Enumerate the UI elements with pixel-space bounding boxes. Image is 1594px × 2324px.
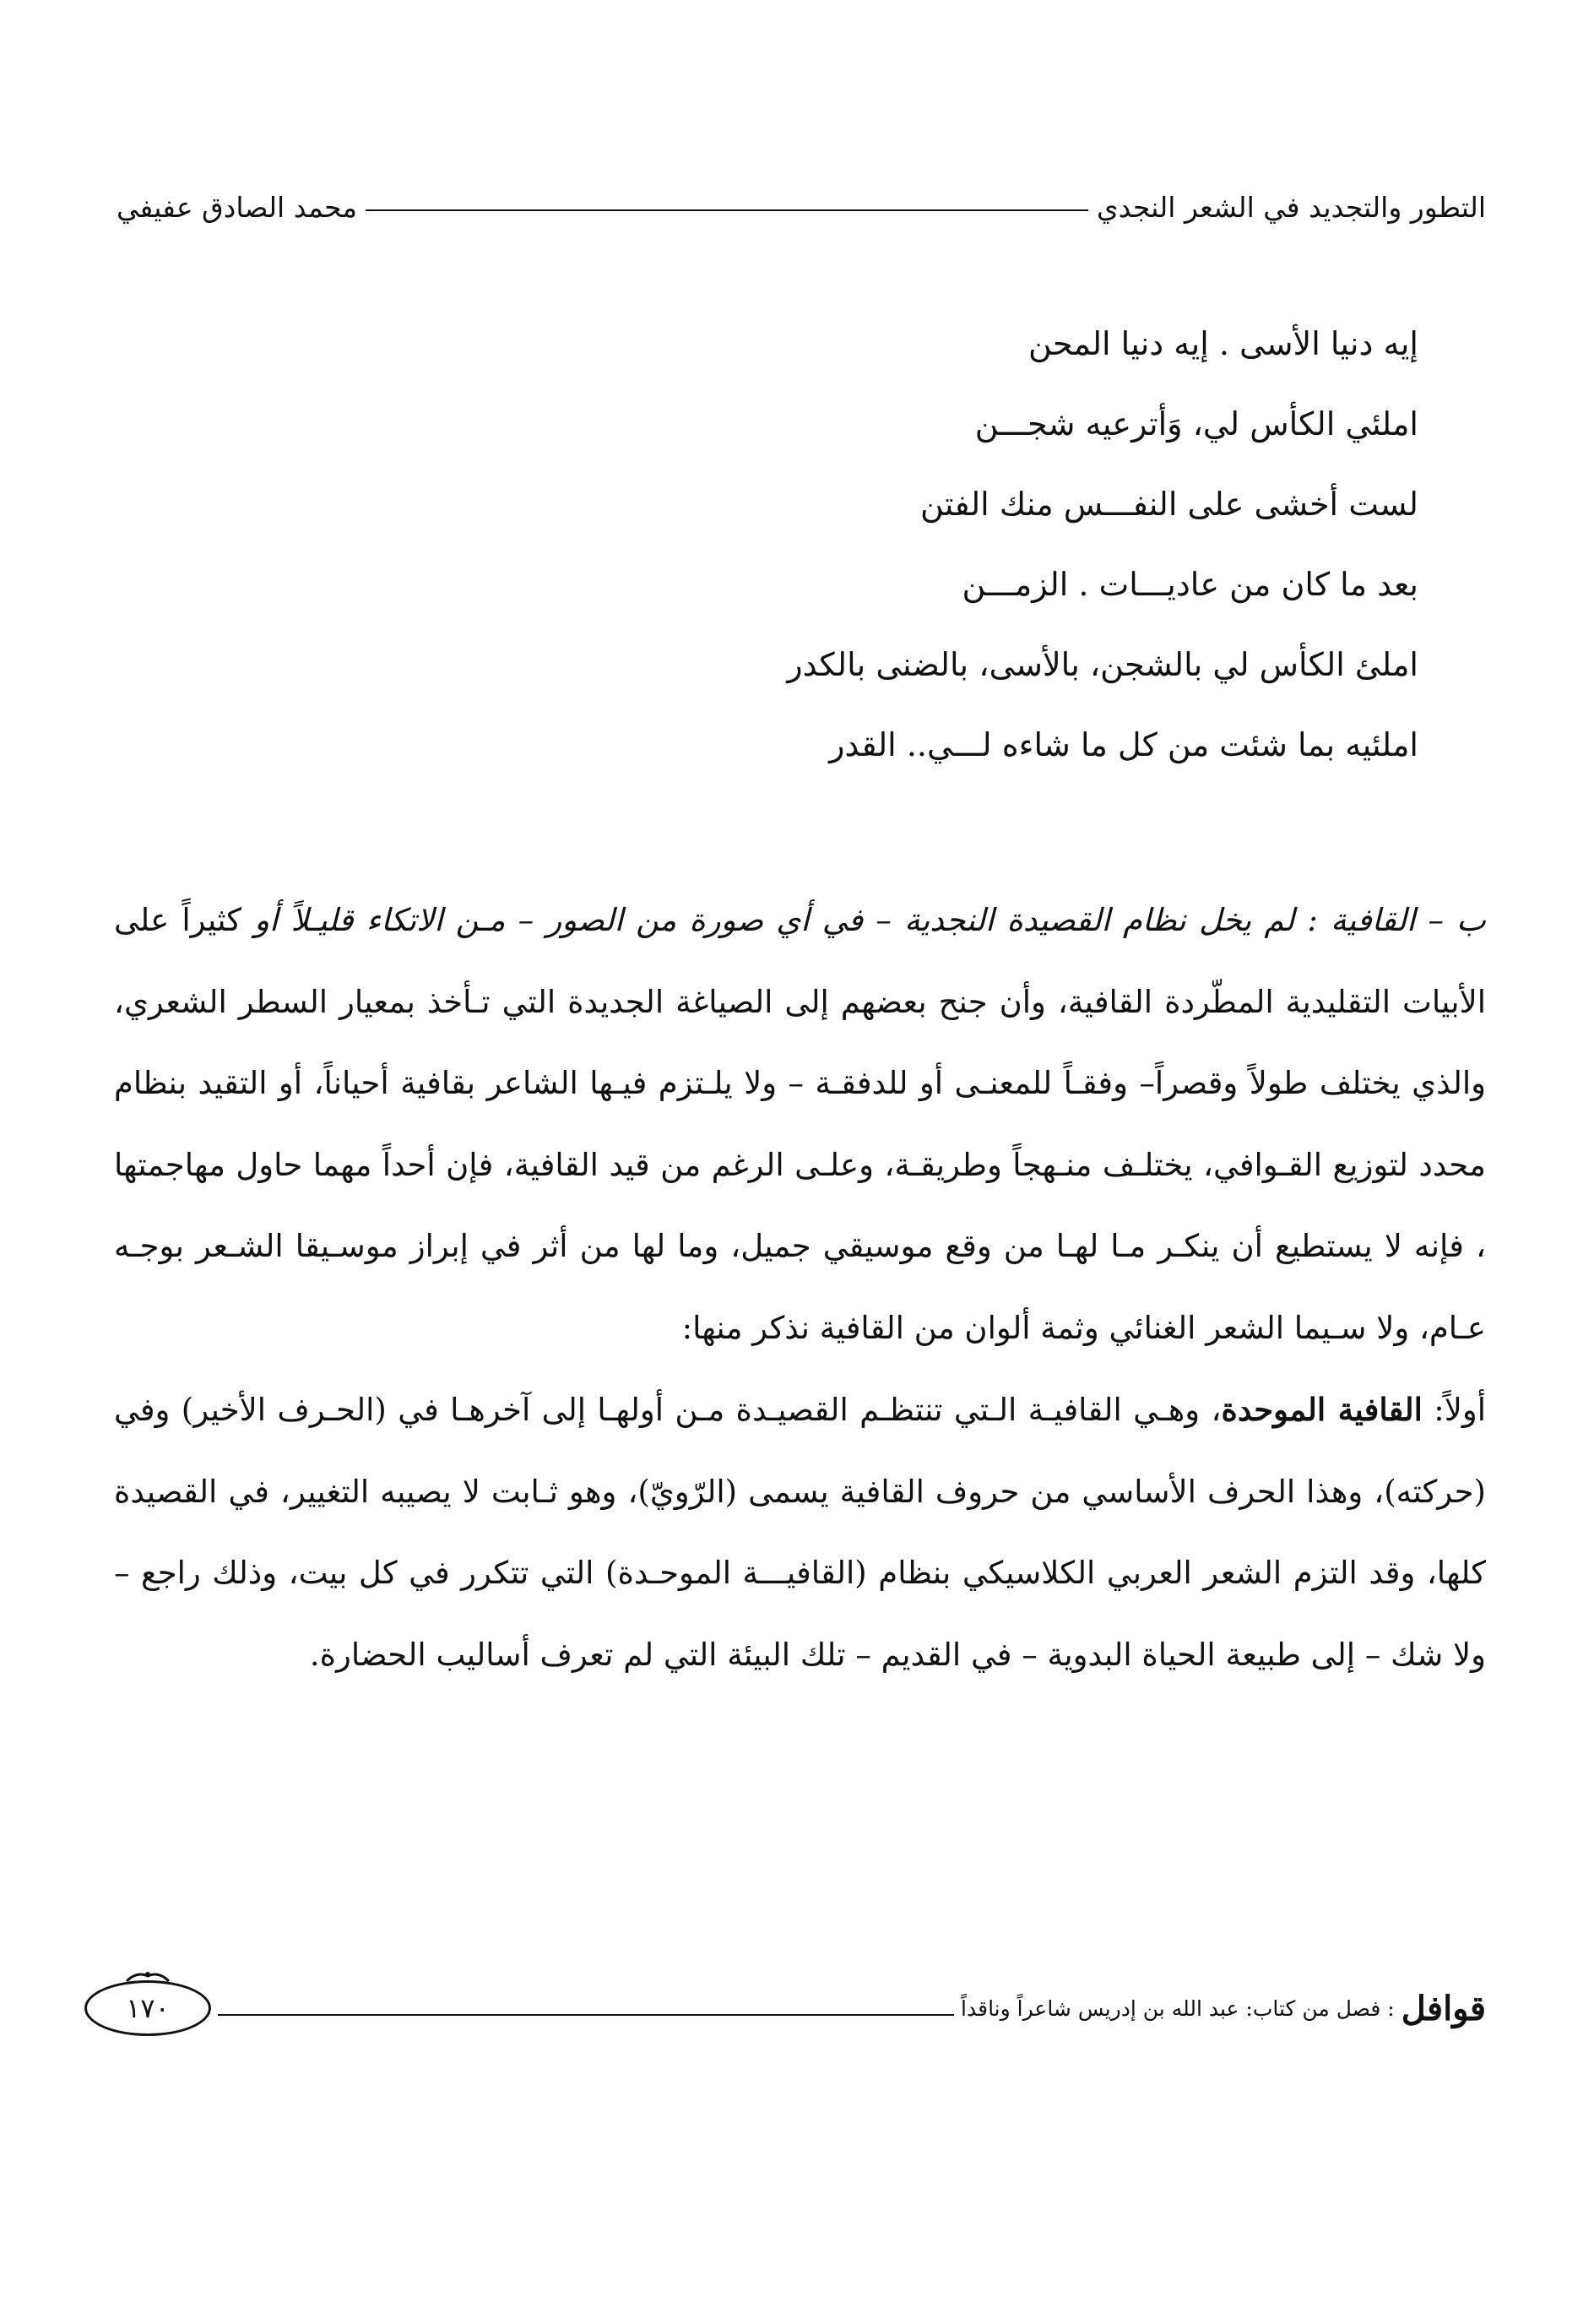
paragraph-rhyme-intro bbox=[114, 880, 1486, 1369]
book-title: التطور والتجديد في الشعر النجدي bbox=[1096, 190, 1486, 224]
paragraph-body: كثيراً على الأبيات التقليدية المطّردة القافية، وأن جنح بعضهم إلى الصياغة الجديدة التي تـأخذ بمعيار السطر الشعري، والذي يختلف طولاً وقصراً– وفقـاً للمعنـى أو للدفقـة – ولا يلـتزم فيـها الشاعر بقافية أحياناً، أو التقيد بنظام محدد لتوزيع القـوافي، يختلـف منـهجاً وطريقـة، وعلـى الرغم من قيد القافية، فإن أحداً مهما حاول مهاجمتها ، فإنه لا يستطيع أن ينكـر مـا لهـا من وقع موسيقي جميل، وما لها من أثر في إبراز موسـيقا الشـعر بوجـه عـام، ولا سـيما الشعر الغنائي وثمة ألوان من القافية نذكر منها: bbox=[114, 902, 1486, 1346]
header-rule bbox=[366, 209, 1088, 211]
poem-line: لست أخشى على النفـــس منك الفتن bbox=[919, 486, 1418, 523]
ornament-icon bbox=[125, 1971, 171, 1983]
list-marker: أولاً: bbox=[1422, 1392, 1486, 1428]
term-heading: القافية الموحدة bbox=[1221, 1391, 1423, 1428]
page-number-badge bbox=[84, 1980, 211, 2036]
journal-brand: قوافل bbox=[1401, 1988, 1486, 2028]
poem-block bbox=[574, 304, 1418, 785]
body-text bbox=[114, 880, 1486, 1696]
poem-line: املئيه بما شئت من كل ما شاءه لـــي.. القدر bbox=[829, 726, 1418, 763]
footer-rule bbox=[218, 2014, 954, 2016]
poem-line: إيه دنيا الأسى . إيه دنيا المحن bbox=[1028, 325, 1418, 362]
running-header bbox=[117, 184, 1486, 230]
page-footer bbox=[84, 1974, 1486, 2042]
paragraph-lead: ب – القافية : لم يخل نظام القصيدة النجدية – في أي صورة من الصور – مـن الاتكاء قليـلاً أو bbox=[254, 902, 1487, 938]
poem-line: املئ الكأس لي بالشجن، بالأسى، بالضنى بالكدر bbox=[787, 646, 1418, 683]
author-name: محمد الصادق عفيفي bbox=[117, 190, 358, 224]
page-number: ١٧٠ bbox=[126, 1992, 170, 2024]
poem-line: بعد ما كان من عاديـــات . الزمـــن bbox=[962, 566, 1418, 603]
paragraph-unified-rhyme bbox=[114, 1369, 1486, 1696]
paragraph-body: ، وهـي القافيـة الـتي تنتظـم القصيـدة مـن أولهـا إلى آخرهـا في (الحـرف الأخير) وفي (حركته)، وهذا الحرف الأساسي من حروف القافية يسمى (الرّويّ)، وهو ثـابت لا يصيبه التغيير، في القصيدة كلها، وقد التزم الشعر العربي الكلاسيكي بنظام (القافيـــة الموحـدة) التي تتكرر في كل بيت، وذلك راجع – ولا شك – إلى طبيعة الحياة البدوية – في القديم – تلك البيئة التي لم تعرف أساليب الحضارة. bbox=[114, 1392, 1486, 1673]
chapter-source: : فصل من كتاب: عبد الله بن إدريس شاعراً وناقداً bbox=[961, 1995, 1395, 2021]
poem-line: املئي الكأس لي، وَأترعيه شجـــن bbox=[974, 405, 1418, 443]
